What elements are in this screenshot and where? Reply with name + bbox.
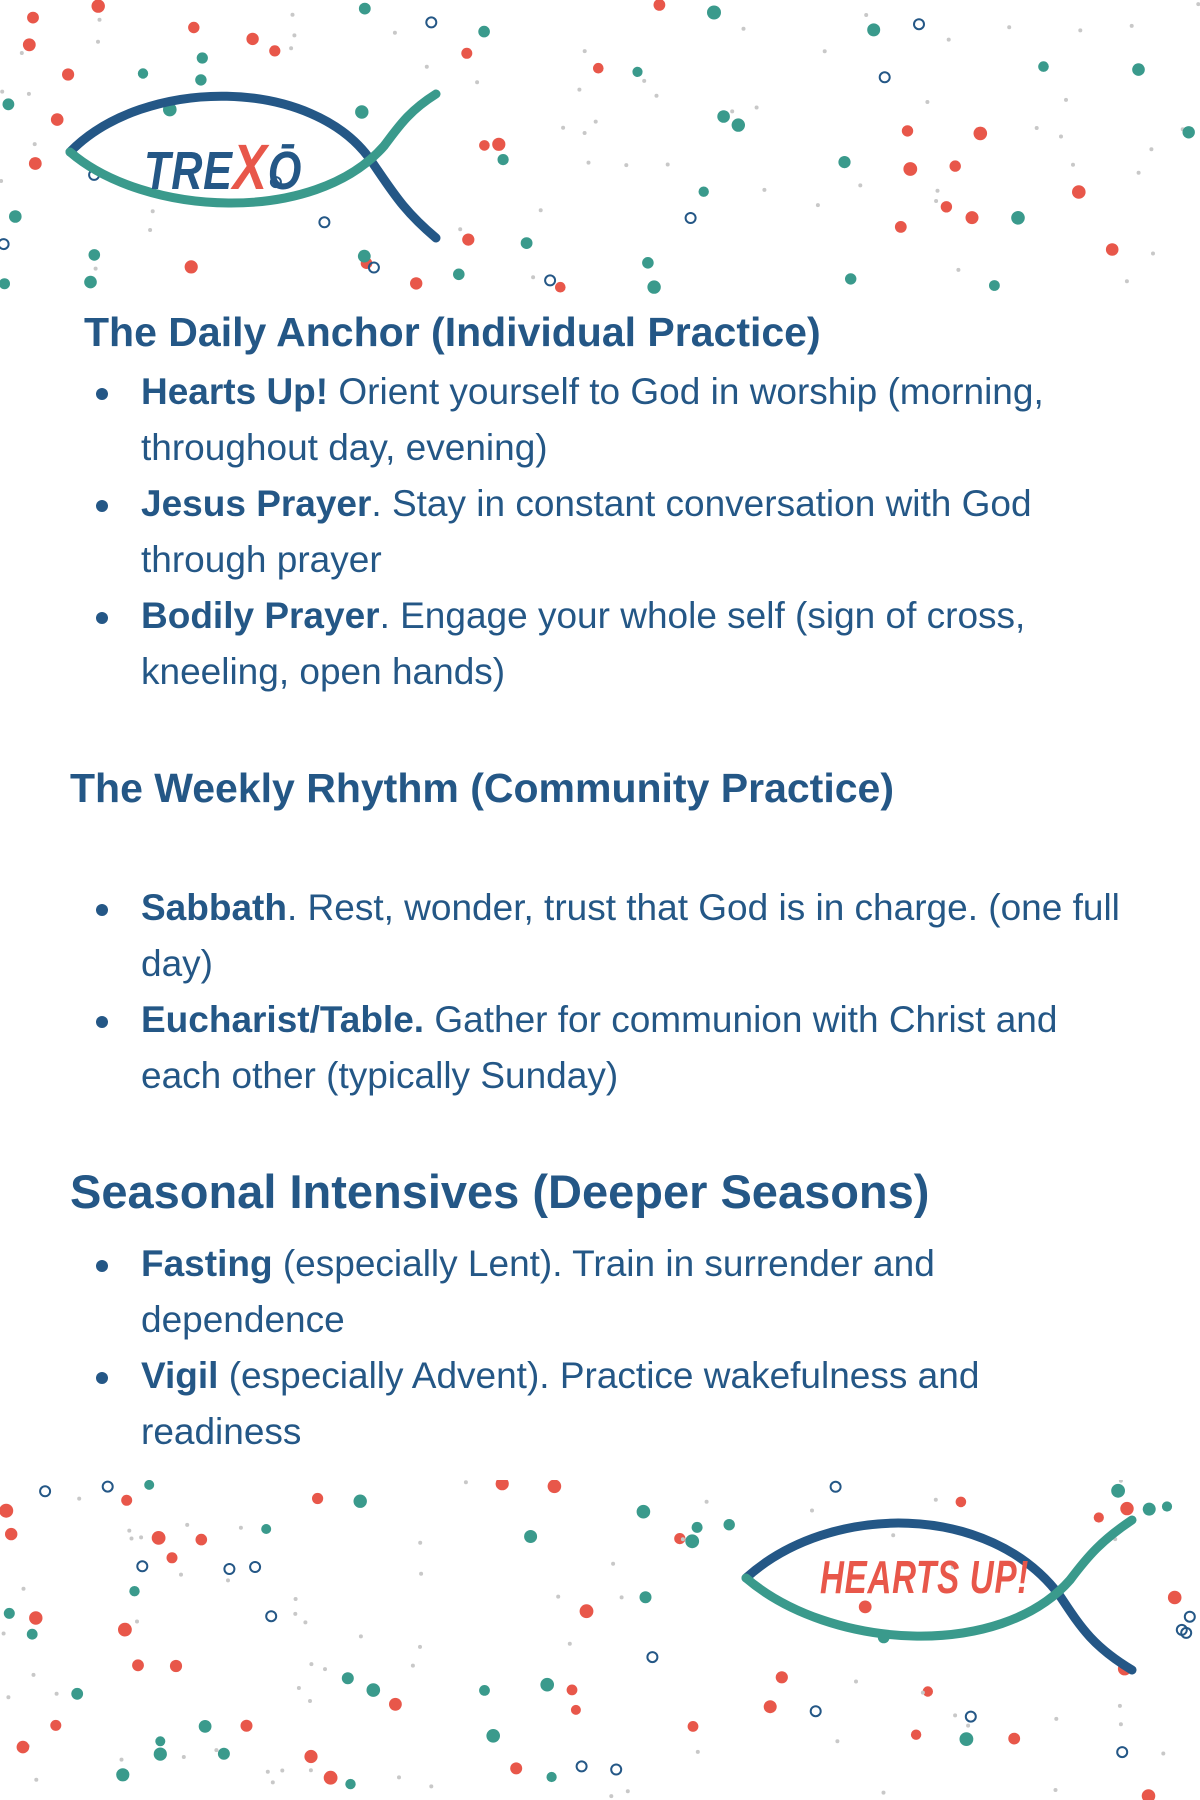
confetti-dot [27,12,39,24]
confetti-dot [98,18,102,22]
confetti-dot [547,1772,557,1782]
confetti-dot [531,275,535,279]
confetti-dot [492,138,505,151]
confetti-dot [1142,1789,1156,1800]
confetti-dot [1125,279,1129,283]
practice-name: Eucharist/Table. [141,999,425,1040]
confetti-dot [359,3,371,15]
confetti-dot [831,1482,841,1492]
practice-description: . Rest, wonder, trust that God is in charge. (one full day) [141,887,1120,984]
confetti-dot [966,1712,976,1722]
confetti-dot [261,1524,271,1534]
confetti-dot [681,1537,685,1541]
confetti-dot [154,1748,167,1761]
confetti-dot [611,1765,621,1775]
confetti-dot [155,1736,165,1746]
confetti-dot [429,1784,433,1788]
confetti-dot [1007,25,1011,29]
confetti-dot [1137,171,1141,175]
confetti-dot [903,162,917,176]
confetti-dot [1035,126,1039,130]
confetti-dot [426,17,436,27]
confetti-dot [289,46,293,50]
confetti-dot [510,1762,522,1774]
confetti-dot [496,1480,509,1490]
confetti-dot [594,120,598,124]
confetti-dot [921,1691,925,1695]
confetti-dot [620,1595,624,1599]
confetti-dot [989,280,1000,291]
confetti-dot [129,1586,139,1596]
confetti-dot [323,1667,327,1671]
confetti-dot [188,22,199,33]
list-item [141,588,1141,700]
confetti-dot [121,1495,132,1506]
confetti-dot [0,239,9,249]
confetti-dot [309,1768,313,1772]
confetti-dot [539,208,543,212]
confetti-dot [55,1692,59,1696]
confetti-dot [23,38,36,51]
confetti-dot [1183,126,1195,138]
confetti-dot [304,1750,317,1763]
confetti-dot [1008,1733,1020,1745]
confetti-dot [498,154,509,165]
confetti-dot [1078,28,1082,32]
confetti-dot [548,1480,562,1493]
confetti-dot [308,1699,312,1703]
practice-name: Fasting [141,1243,273,1284]
confetti-dot [764,1700,777,1713]
confetti-dot [120,1758,124,1762]
confetti-dot [974,127,988,141]
seasonal-practices-list [0,1236,1200,1460]
confetti-dot [226,1578,230,1582]
confetti-dot [271,1780,275,1784]
confetti-dot [762,188,766,192]
weekly-rhythm-heading: The Weekly Rhythm (Community Practice) [70,765,894,811]
confetti-dot [170,1660,182,1672]
confetti-dot [953,1713,957,1717]
confetti-dot [199,1720,212,1733]
confetti-dot [692,1522,703,1533]
confetti-dot [1185,1612,1195,1622]
confetti-dot [342,1672,354,1684]
confetti-dot [941,201,952,212]
confetti-dot [418,1541,422,1545]
confetti-dot [1054,1717,1058,1721]
confetti-dot [27,92,31,96]
confetti-dot [239,1526,243,1530]
confetti-dot [950,160,961,171]
confetti-dot [369,263,379,273]
confetti-dot [195,74,206,85]
confetti-dot [453,269,465,281]
confetti-dot [956,1497,967,1508]
confetti-dot [40,1486,50,1496]
confetti-dot [27,1629,38,1640]
confetti-dot [2,1632,6,1636]
confetti-dot [686,213,696,223]
confetti-dot [911,1730,921,1740]
confetti-dot [624,163,628,167]
confetti-dot [637,1505,651,1519]
confetti-dot [77,1497,81,1501]
confetti-dot [611,1562,615,1566]
confetti-dot [0,179,3,183]
confetti-dot [1168,1591,1182,1605]
confetti-dot [152,1531,166,1545]
practice-description: Gather for communion with Christ and each other (typically Sunday) [141,999,1058,1096]
confetti-dot [583,131,587,135]
confetti-dot [367,1683,381,1697]
confetti-dot [755,106,759,110]
confetti-dot [6,1695,10,1699]
confetti-dot [92,0,105,13]
confetti-dot [717,110,730,123]
confetti-dot [1118,1704,1122,1708]
confetti-dot [130,1537,134,1541]
confetti-dot [354,1495,367,1508]
practice-name: Bodily Prayer [141,595,380,636]
confetti-dot [626,1789,630,1793]
confetti-dot [966,1724,970,1728]
confetti-dot [1106,243,1119,256]
confetti-dot [50,1720,61,1731]
confetti-dot [647,280,660,293]
confetti-dot [947,38,951,42]
confetti-dot [816,203,820,207]
confetti-dot [567,1685,578,1696]
confetti-dot [291,13,295,17]
confetti-dot [1072,185,1086,199]
confetti-dot [1011,211,1025,225]
practice-description: (especially Advent). Practice wakefulness and readiness [141,1355,980,1452]
confetti-dot [139,1535,143,1539]
confetti-dot [197,52,208,63]
confetti-dot [389,1698,402,1711]
confetti-dot [266,1770,270,1774]
confetti-dot [2,98,14,110]
confetti-dot [583,49,587,53]
confetti-dot [297,1686,301,1690]
confetti-dot [461,48,472,59]
confetti-dot [214,1748,218,1752]
confetti-dot [118,1623,132,1637]
confetti-dot [266,1611,276,1621]
confetti-dot [196,1534,208,1546]
confetti-dot [478,26,490,38]
confetti-dot [312,1493,323,1504]
confetti-dot [475,80,479,84]
confetti-dot [280,1769,284,1773]
confetti-dot [5,1528,17,1540]
confetti-dot [845,273,856,284]
trexo-wordmark: TREXŌ [144,131,303,203]
confetti-dot [593,63,604,74]
confetti-dot [838,156,850,168]
confetti-dot [966,211,979,224]
confetti-dot [521,237,533,249]
practice-name: Sabbath [141,887,287,928]
confetti-dot [0,90,4,94]
confetti-dot [854,1680,858,1684]
confetti-dot [696,1750,700,1754]
confetti-dot [568,1642,572,1646]
confetti-dot [397,1775,401,1779]
confetti-dot [1130,24,1134,28]
confetti-dot [324,1771,338,1785]
confetti-dot [934,1498,938,1502]
confetti-dot [914,19,924,29]
confetti-dot [642,79,646,83]
confetti-dot [732,118,745,131]
confetti-dot [699,187,709,197]
confetti-dot [642,257,654,269]
confetti-dot [224,1564,234,1574]
confetti-dot [185,1523,189,1527]
confetti-dot [292,33,296,37]
confetti-dot [742,27,746,31]
confetti-dot [167,1552,178,1563]
daily-practices-list [0,364,1200,700]
daily-anchor-heading: The Daily Anchor (Individual Practice) [84,309,821,355]
confetti-dot [540,1678,554,1692]
list-item [141,1236,1141,1348]
confetti-dot [685,1534,699,1548]
confetti-dot [20,51,24,55]
confetti-dot [71,1688,83,1700]
confetti-dot [730,109,734,113]
practice-description: Orient yourself to God in worship (morning, throughout day, evening) [141,371,1044,468]
confetti-dot [577,88,581,92]
confetti-dot [561,126,565,130]
confetti-dot [1054,1788,1058,1792]
list-item [141,1348,1141,1460]
confetti-dot [925,100,929,104]
practice-description: (especially Lent). Train in surrender and dependence [141,1243,935,1340]
confetti-dot [486,1729,500,1743]
confetti-dot [127,1529,131,1533]
confetti-dot [587,161,591,165]
confetti-dot [144,1480,154,1490]
confetti-dot [1064,98,1068,102]
confetti-dot [9,210,22,223]
confetti-dot [22,1587,26,1591]
confetti-dot [555,282,566,293]
list-item [141,476,1141,588]
confetti-dot [1119,1722,1123,1726]
confetti-dot [647,1652,657,1662]
confetti-dot [411,1664,415,1668]
confetti-dot [0,278,10,289]
confetti-dot [1117,1747,1127,1757]
confetti-dot [293,1612,297,1616]
confetti-dot [895,221,907,233]
confetti-dot [246,33,258,45]
confetti-dot [89,249,101,261]
confetti-dot [640,1591,652,1603]
confetti-dot [882,1791,886,1795]
confetti-dot [666,163,670,167]
confetti-dot [135,1620,139,1624]
confetti-dot [358,250,371,263]
confetti-dot [811,1706,821,1716]
practice-description: . Stay in constant conversation with God through prayer [141,483,1032,580]
confetti-dot [359,1634,363,1638]
confetti-dot [864,13,868,17]
confetti-dot [867,23,880,36]
confetti-dot [1149,147,1153,151]
confetti-dot [858,183,862,187]
confetti-dot [823,49,827,53]
confetti-dot [1059,135,1063,139]
confetti-dot [94,267,98,271]
confetti-dot [936,189,940,193]
confetti-dot [425,65,429,69]
confetti-dot [103,1482,113,1492]
confetti-dot [1119,1480,1123,1483]
confetti-dot [609,1794,613,1798]
confetti-dot [1143,1503,1156,1516]
confetti-dot [410,277,422,289]
confetti-dot [33,142,37,146]
confetti-dot [556,1595,560,1599]
confetti-dot [1132,63,1145,76]
confetti-dot [654,0,666,11]
confetti-dot [4,1608,15,1619]
confetti-dot [880,72,890,82]
confetti-dot [132,1659,144,1671]
confetti-dot [29,157,42,170]
trexo-logo [64,86,444,246]
confetti-dot [632,67,642,77]
confetti-dot [1151,252,1155,256]
practice-name: Jesus Prayer [141,483,372,524]
confetti-dot [1161,1752,1165,1756]
confetti-dot [218,1748,230,1760]
confetti-dot [707,6,721,20]
hearts-up-wordmark: HEARTS UP! [820,1551,1030,1603]
confetti-dot [269,45,280,56]
confetti-dot [51,113,64,126]
confetti-dot [294,1597,298,1601]
confetti-dot [137,1561,147,1571]
confetti-dot [84,276,97,289]
practice-name: Hearts Up! [141,371,329,412]
confetti-dot [138,68,148,78]
confetti-dot [1196,2,1200,6]
confetti-dot [479,1685,490,1696]
confetti-dot [1038,61,1049,72]
confetti-dot [580,1604,594,1618]
confetti-dot [1162,1501,1172,1511]
hearts-up-logo [740,1510,1140,1680]
confetti-dot [655,94,659,98]
confetti-dot [419,1572,423,1576]
confetti-dot [1071,163,1075,167]
confetti-dot [250,1562,260,1572]
confetti-dot [934,199,938,203]
confetti-dot [303,1620,307,1624]
confetti-dot [185,260,198,273]
practice-name: Vigil [141,1355,219,1396]
confetti-dot [182,1755,186,1759]
confetti-dot [34,1778,38,1782]
confetti-dot [956,268,960,272]
confetti-dot [393,31,397,35]
confetti-dot [116,1768,129,1781]
confetti-dot [1111,1484,1125,1498]
confetti-dot [545,275,555,285]
list-item [141,364,1141,476]
confetti-dot [29,1611,42,1624]
confetti-dot [902,125,913,136]
confetti-dot [524,1530,537,1543]
confetti-dot [960,1732,974,1746]
confetti-dot [0,1504,13,1518]
weekly-practices-list [0,880,1200,1104]
confetti-dot [464,1480,468,1484]
confetti-dot [241,1720,253,1732]
confetti-dot [724,1519,735,1530]
confetti-dot [345,1779,355,1789]
confetti-dot [462,234,474,246]
confetti-dot [96,40,100,44]
confetti-dot [32,1673,36,1677]
confetti-dot [571,1705,581,1715]
confetti-dot [688,1721,699,1732]
confetti-dot [309,1662,313,1666]
confetti-dot [17,1741,30,1754]
practice-description: . Engage your whole self (sign of cross, kneeling, open hands) [141,595,1026,692]
seasonal-intensives-heading: Seasonal Intensives (Deeper Seasons) [70,1165,930,1218]
confetti-dot [458,227,462,231]
confetti-dot [479,140,490,151]
confetti-dot [418,1645,422,1649]
list-item [141,992,1141,1104]
list-item [141,880,1141,992]
confetti-dot [577,1761,587,1771]
confetti-dot [179,1573,183,1577]
confetti-dot [62,68,74,80]
confetti-dot [705,1500,709,1504]
confetti-dot [835,1739,839,1743]
